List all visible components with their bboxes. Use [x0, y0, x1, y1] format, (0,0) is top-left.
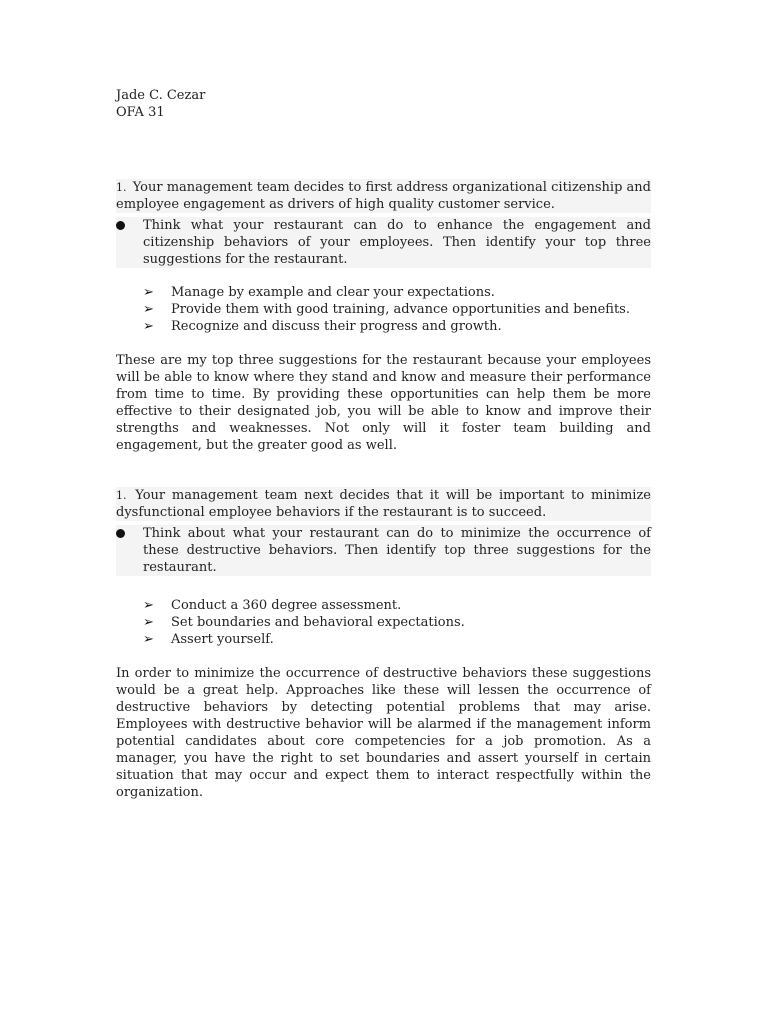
- question-number: 1.: [116, 181, 127, 194]
- arrow-bullet-icon: ➢: [143, 319, 154, 334]
- suggestion-list-1: [116, 284, 651, 335]
- list-item: ➢ Provide them with good training, advance opportunities and benefits.: [143, 302, 630, 317]
- arrow-bullet-icon: ➢: [143, 615, 154, 630]
- question-2: [116, 487, 651, 521]
- question-number: 1.: [116, 489, 127, 502]
- suggestion-list-2: [116, 597, 651, 648]
- list-item: ➢ Assert yourself.: [143, 632, 274, 647]
- answer-paragraph-2: In order to minimize the occurrence of destructive behaviors these suggestions would be a great help. Approaches like these will lessen the occurrence of destructive behaviors by detecting potential problems that may arise. Employees with destructive behavior will be alarmed if the management inform potential candidates about core competencies for a job promotion. As a manager, you have the right to set boundaries and assert yourself in certain situation that may occur and expect them to interact respectfully within the organization.: [116, 666, 651, 800]
- bullet-icon: [116, 529, 125, 538]
- question-text: Your management team next decides that it will be important to minimize dysfunctional employee behaviors if the restaurant is to succeed.: [116, 488, 651, 520]
- arrow-bullet-icon: ➢: [143, 302, 154, 317]
- bullet-text: Think about what your restaurant can do to minimize the occurrence of these destructive behaviors. Then identify top three suggestions for the restaurant.: [143, 526, 651, 575]
- arrow-bullet-icon: ➢: [143, 632, 154, 647]
- bullet-text: Think what your restaurant can do to enhance the engagement and citizenship behaviors of your employees. Then identify your top three suggestions for the restaurant.: [143, 218, 651, 267]
- arrow-bullet-icon: ➢: [143, 285, 154, 300]
- author-name: Jade C. Cezar: [116, 88, 206, 103]
- list-item: ➢ Set boundaries and behavioral expectations.: [143, 615, 465, 630]
- answer-paragraph-1: These are my top three suggestions for the restaurant because your employees will be able to know where they stand and know and measure their performance from time to time. By providing these opportunities can help them be more effective to their designated job, you will be able to know and improve their strengths and weaknesses. Not only will it foster team building and engagement, but the greater good as well.: [116, 353, 651, 453]
- bullet-icon: [116, 221, 125, 230]
- arrow-bullet-icon: ➢: [143, 598, 154, 613]
- bullet-prompt-1: [116, 217, 651, 268]
- course-code: OFA 31: [116, 105, 165, 120]
- question-1: [116, 179, 651, 213]
- list-item: ➢ Recognize and discuss their progress and growth.: [143, 319, 502, 334]
- section-2: [116, 487, 651, 801]
- bullet-prompt-2: [116, 525, 651, 576]
- list-item: ➢ Manage by example and clear your expectations.: [143, 285, 495, 300]
- question-text: Your management team decides to first address organizational citizenship and employee engagement as drivers of high quality customer service.: [116, 180, 652, 212]
- section-1: [116, 179, 651, 454]
- document-body: [116, 87, 651, 801]
- list-item: ➢ Conduct a 360 degree assessment.: [143, 598, 402, 613]
